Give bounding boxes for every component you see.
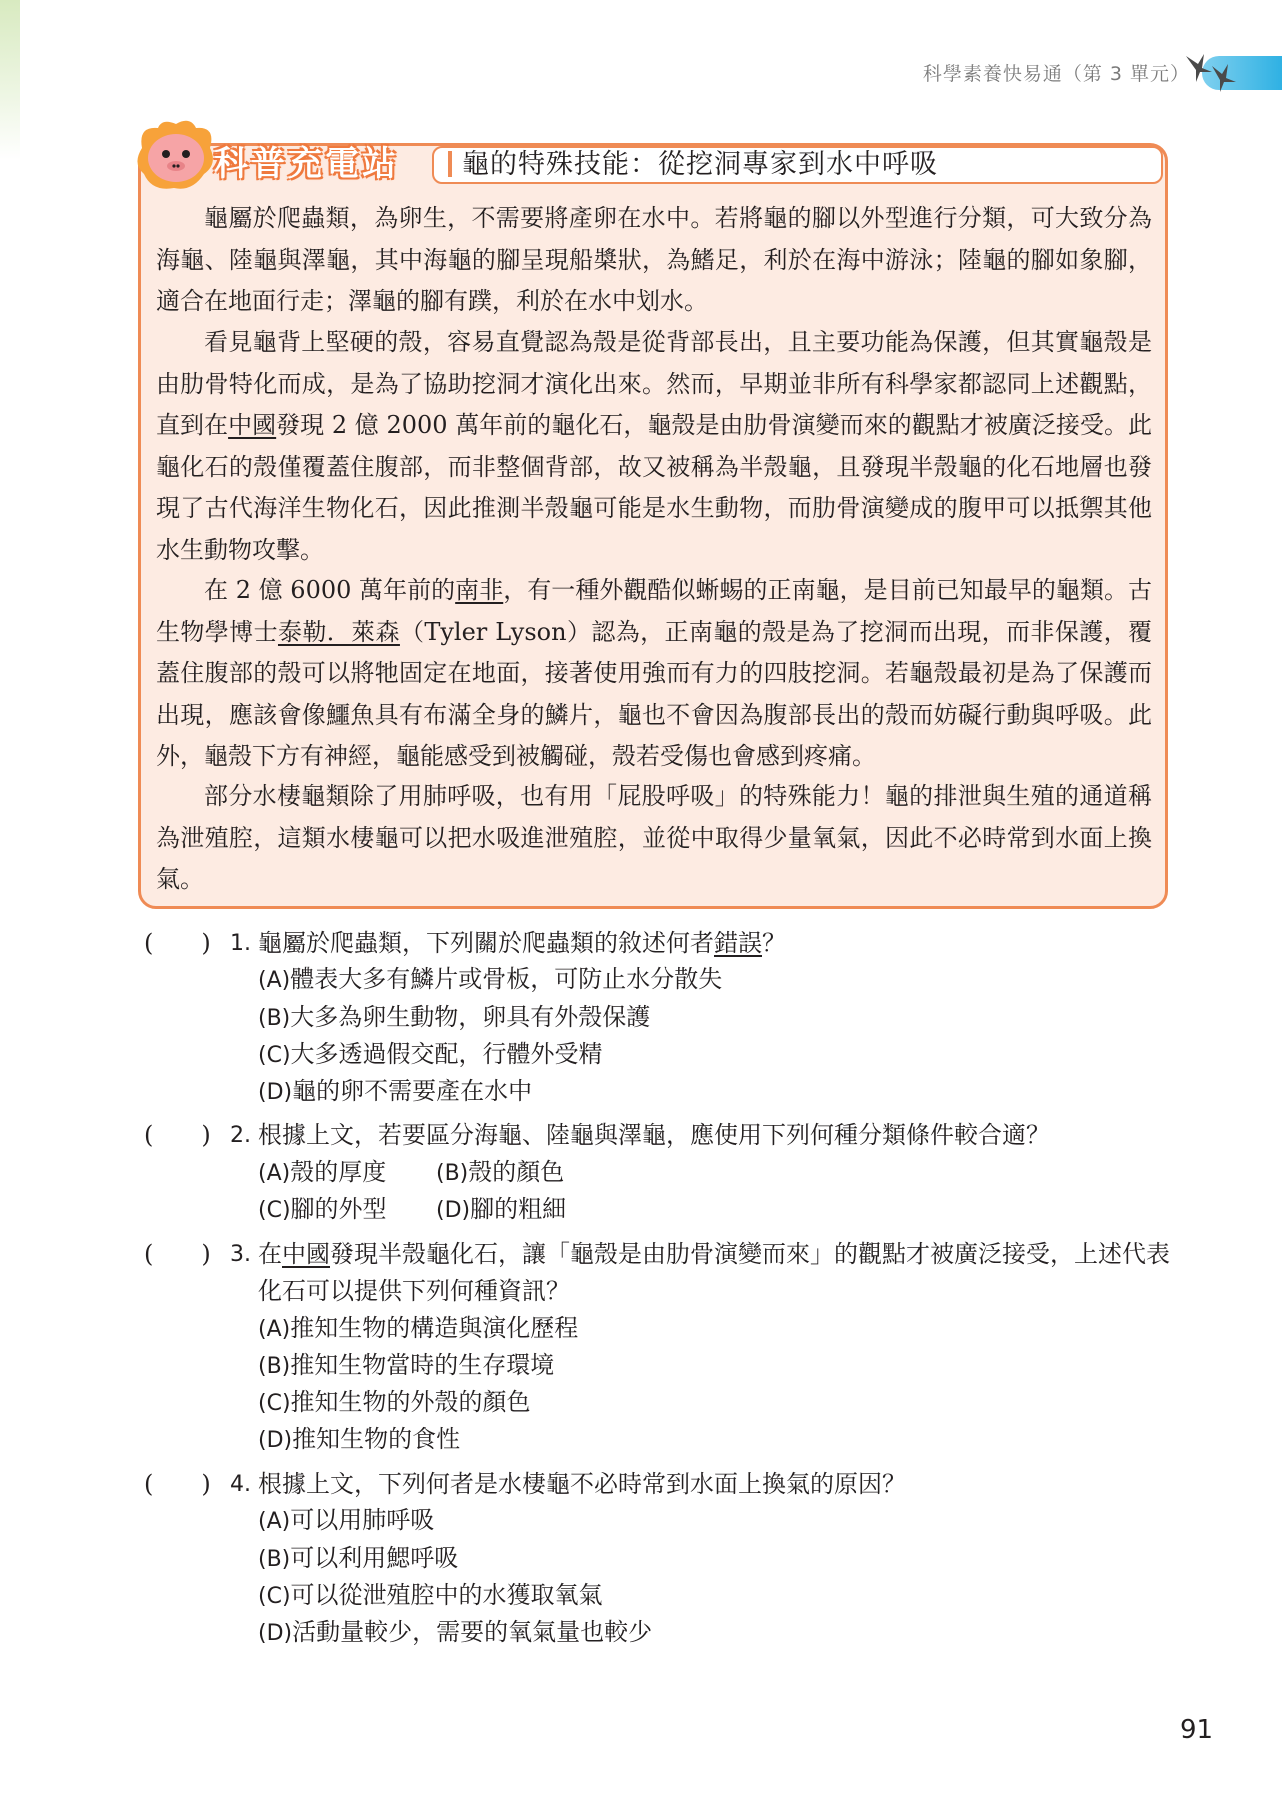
option-text: 殼的顏色 <box>468 1158 565 1186</box>
q4-option-c[interactable] <box>258 1578 603 1614</box>
subtitle-text: 龜的特殊技能：從挖洞專家到水中呼吸 <box>462 149 938 180</box>
option-text: 推知生物的外殼的顏色 <box>290 1388 531 1416</box>
option-text: 體表大多有鱗片或骨板，可防止水分散失 <box>290 965 723 993</box>
option-text: 推知生物當時的生存環境 <box>290 1351 555 1379</box>
q2-option-a[interactable] <box>258 1155 386 1191</box>
option-letter: (B) <box>258 1006 291 1031</box>
proper-noun-china: 中國 <box>228 411 277 439</box>
option-text: 龜的卵不需要產在水中 <box>292 1077 533 1105</box>
paragraph-3 <box>156 570 1152 778</box>
option-letter: (B) <box>258 1547 291 1572</box>
option-letter: (D) <box>258 1080 293 1105</box>
paragraph-2-text-b: 發現 2 億 2000 萬年前的龜化石，龜殼是由肋骨演變而來的觀點才被廣泛接受。此龜化石的殼僅覆蓋住腹部，而非整個背部，故又被稱為半殼龜，且發現半殼龜的化石地層也發現了古代海洋生物化石，因此推測半殼龜可能是水生動物，而肋骨演變成的腹甲可以抵禦其他水生動物攻擊。 <box>156 411 1153 564</box>
option-text: 可以用肺呼吸 <box>290 1506 435 1534</box>
question-stem: 根據上文，下列何者是水棲龜不必時常到水面上換氣的原因？ <box>258 1470 906 1498</box>
stem-text-b: ？ <box>762 929 786 957</box>
mascot-icon <box>132 118 218 194</box>
option-text: 大多透過假交配，行體外受精 <box>290 1040 603 1068</box>
paragraph-3-text-b: ，有一種外觀酷似蜥蜴的正南龜，是目前已知最早的龜類。古生物學博士 <box>156 576 1153 646</box>
option-letter: (B) <box>258 1354 291 1379</box>
paragraph-4 <box>156 776 1152 901</box>
stem-text-a: 在 <box>258 1240 282 1268</box>
q3-option-c[interactable] <box>258 1385 531 1421</box>
question-number: 3. <box>230 1242 251 1267</box>
q3-option-d[interactable] <box>258 1422 460 1458</box>
option-text: 推知生物的構造與演化歷程 <box>290 1314 579 1342</box>
box-title-main: 科普充電站 <box>214 144 399 184</box>
q4-option-b[interactable] <box>258 1541 458 1577</box>
stem-text-a: 龜屬於爬蟲類，下列關於爬蟲類的敘述何者 <box>258 929 714 957</box>
option-letter: (D) <box>436 1198 471 1223</box>
option-letter: (B) <box>436 1161 469 1186</box>
option-text: 腳的外型 <box>290 1195 387 1223</box>
option-text: 殼的厚度 <box>290 1158 387 1186</box>
q1-option-c[interactable] <box>258 1037 603 1073</box>
option-text: 可以從泄殖腔中的水獲取氧氣 <box>290 1581 603 1609</box>
q3-option-a[interactable] <box>258 1311 578 1347</box>
q1-option-d[interactable] <box>258 1074 532 1110</box>
option-letter: (A) <box>258 968 291 993</box>
question-number: 4. <box>230 1472 251 1497</box>
question-number: 2. <box>230 1123 251 1148</box>
unit-header: 科學素養快易通（第 3 單元） <box>922 63 1190 85</box>
page-number: 91 <box>1180 1715 1214 1745</box>
q2-option-b[interactable] <box>436 1155 564 1191</box>
paragraph-3-text-c: （Tyler Lyson）認為，正南龜的殼是為了挖洞而出現，而非保護，覆蓋住腹部的殼可以將牠固定在地面，接著使用強而有力的四肢挖洞。若龜殼最初是為了保護而出現，應該會像鱷魚具有布滿全身的鱗片，龜也不會因為腹部長出的殼而妨礙行動與呼吸。此外，龜殼下方有神經，龜能感受到被觸碰，殼若受傷也會感到疼痛。 <box>156 617 1153 770</box>
q4-option-a[interactable] <box>258 1503 434 1539</box>
option-text: 活動量較少，需要的氧氣量也較少 <box>292 1618 653 1646</box>
proper-noun-tyler-lyson: 泰勒．萊森 <box>277 617 400 646</box>
question-stem: 根據上文，若要區分海龜、陸龜與澤龜，應使用下列何種分類條件較合適？ <box>258 1121 1050 1149</box>
paragraph-2-text-a: 看見龜背上堅硬的殼，容易直覺認為殼是從背部長出，且主要功能為保護，但其實龜殼是由肋骨特化而成，是為了協助挖洞才演化出來。然而，早期並非所有科學家都認同上述觀點，直到在 <box>156 328 1152 439</box>
box-title-subtitle <box>432 146 1163 184</box>
question-stem <box>258 925 1172 962</box>
option-letter: (A) <box>258 1161 291 1186</box>
title-divider <box>448 151 452 177</box>
paragraph-1 <box>156 198 1152 323</box>
option-letter: (D) <box>258 1621 293 1646</box>
q4-option-d[interactable] <box>258 1615 652 1651</box>
paragraph-1-text: 龜屬於爬蟲類，為卵生，不需要將產卵在水中。若將龜的腳以外型進行分類，可大致分為海龜、陸龜與澤龜，其中海龜的腳呈現船槳狀，為鰭足，利於在海中游泳；陸龜的腳如象腳，適合在地面行走；澤龜的腳有蹼，利於在水中划水。 <box>156 204 1152 315</box>
option-text: 腳的粗細 <box>470 1195 567 1223</box>
option-letter: (A) <box>258 1317 291 1342</box>
proper-noun-south-africa: 南非 <box>455 576 504 604</box>
question-number: 1. <box>230 931 251 956</box>
paragraph-3-text-a: 在 2 億 6000 萬年前的 <box>204 576 456 604</box>
option-text: 推知生物的食性 <box>292 1425 461 1453</box>
stem-text-b: 發現半殼龜化石，讓「龜殼是由肋骨演變而來」的觀點才被廣泛接受，上述代表化石可以提供下列何種資訊？ <box>258 1240 1170 1305</box>
paragraph-2 <box>156 322 1152 571</box>
birds-icon <box>1182 46 1242 94</box>
option-text: 可以利用鰓呼吸 <box>290 1544 459 1572</box>
option-letter: (D) <box>258 1428 293 1453</box>
q2-option-d[interactable] <box>436 1192 566 1228</box>
option-letter: (C) <box>258 1198 291 1223</box>
answer-blank[interactable]: ( ) <box>144 929 211 957</box>
paragraph-4-text: 部分水棲龜類除了用肺呼吸，也有用「屁股呼吸」的特殊能力！龜的排泄與生殖的通道稱為泄殖腔，這類水棲龜可以把水吸進泄殖腔，並從中取得少量氧氣，因此不必時常到水面上換氣。 <box>156 782 1152 893</box>
q2-option-c[interactable] <box>258 1192 387 1228</box>
answer-blank[interactable]: ( ) <box>144 1470 211 1498</box>
answer-blank[interactable]: ( ) <box>144 1240 211 1268</box>
stem-emphasis: 錯誤 <box>714 929 762 957</box>
option-letter: (A) <box>258 1509 291 1534</box>
q1-option-a[interactable] <box>258 962 722 998</box>
option-letter: (C) <box>258 1043 291 1068</box>
stem-emphasis: 中國 <box>282 1240 330 1268</box>
option-letter: (C) <box>258 1584 291 1609</box>
option-letter: (C) <box>258 1391 291 1416</box>
answer-blank[interactable]: ( ) <box>144 1121 211 1149</box>
q1-option-b[interactable] <box>258 1000 650 1036</box>
question-stem <box>258 1236 1172 1310</box>
option-text: 大多為卵生動物，卵具有外殼保護 <box>290 1003 651 1031</box>
left-edge-decoration <box>0 0 20 160</box>
q3-option-b[interactable] <box>258 1348 554 1384</box>
